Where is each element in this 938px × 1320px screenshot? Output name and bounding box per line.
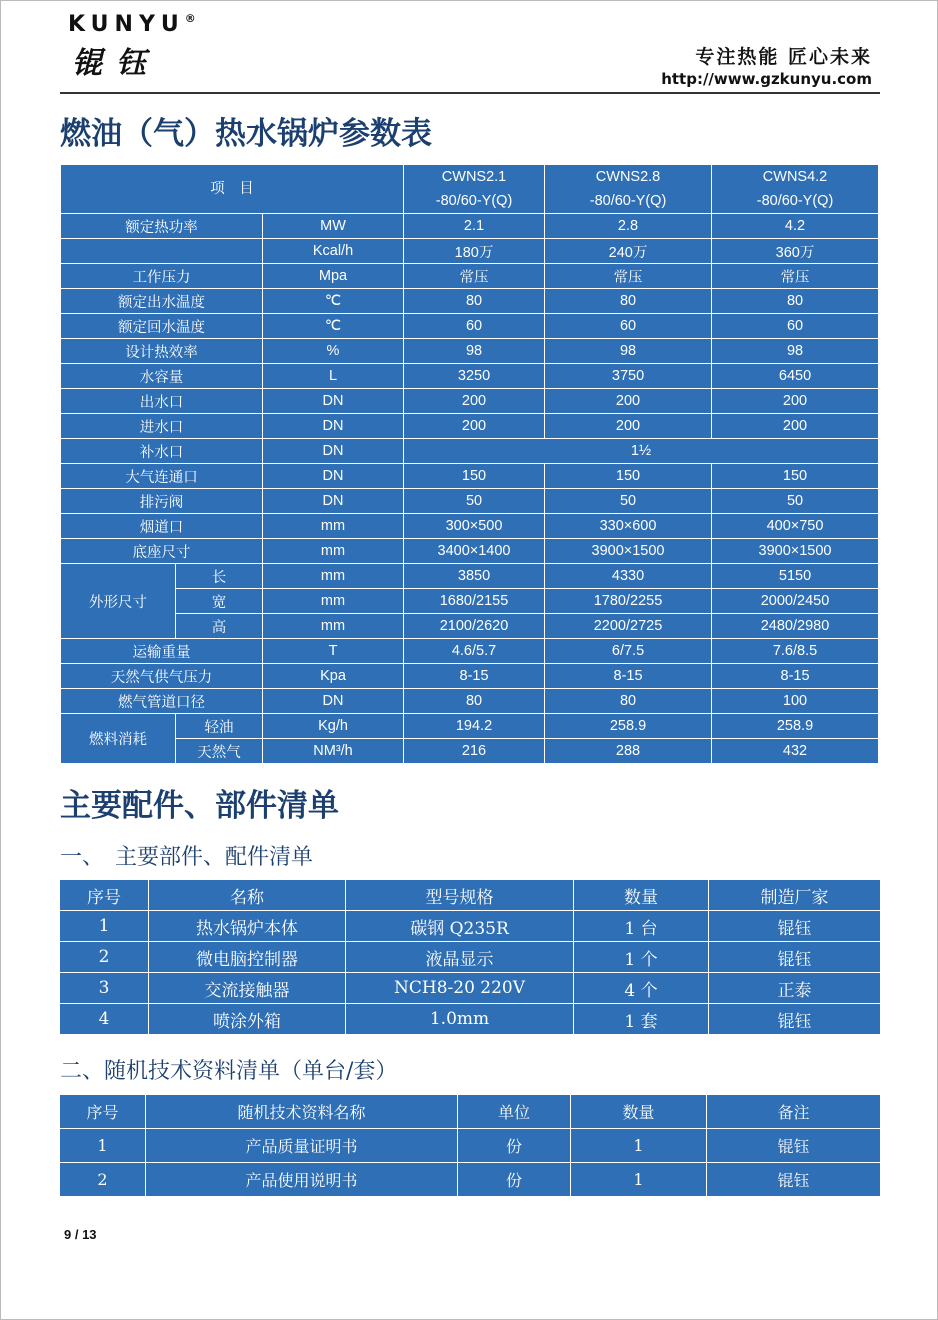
table-cell: 份 [458,1163,571,1197]
spec-row [61,689,879,714]
spec-value: 60 [712,314,879,339]
spec-unit: mm [263,564,404,589]
brand-logo-en: KUNYU® [68,12,196,37]
parts-table [59,879,881,1035]
spec-value: 6450 [712,364,879,389]
spec-section-title: 燃油（气）热水锅炉参数表 [60,116,432,152]
spec-row [61,339,879,364]
spec-row [61,364,879,389]
spec-value: 98 [404,339,545,364]
spec-row [61,589,879,614]
table-cell: 正泰 [709,973,881,1004]
column-header: 序号 [60,1095,146,1129]
spec-value: 常压 [712,264,879,289]
spec-value: 50 [545,489,712,514]
spec-row [61,414,879,439]
spec-param-label: 额定回水温度 [61,314,263,339]
spec-value: 1½ [404,439,879,464]
spec-value: 1780/2255 [545,589,712,614]
spec-row [61,289,879,314]
spec-value: 1680/2155 [404,589,545,614]
spec-value: 8-15 [404,664,545,689]
table-header-row [60,1095,881,1129]
spec-value: 360万 [712,239,879,264]
spec-value: 3750 [545,364,712,389]
spec-unit: mm [263,514,404,539]
spec-row [61,739,879,764]
spec-unit: DN [263,439,404,464]
spec-param-label-empty [61,239,263,264]
table-row [60,1129,881,1163]
spec-model-header [712,165,879,214]
spec-value: 60 [404,314,545,339]
spec-value: 2200/2725 [545,614,712,639]
spec-row [61,714,879,739]
model-line: CWNS2.8 [595,169,661,185]
spec-value: 4330 [545,564,712,589]
spec-sub-label: 长 [176,564,263,589]
spec-value: 50 [404,489,545,514]
table-cell: 份 [458,1129,571,1163]
column-header: 序号 [60,880,149,911]
spec-value: 常压 [404,264,545,289]
spec-sub-label: 宽 [176,589,263,614]
spec-value: 200 [712,414,879,439]
table-row [60,1163,881,1197]
brand-logo-cn: 锟钰 [72,46,160,81]
spec-row [61,464,879,489]
table-cell: 热水锅炉本体 [149,911,346,942]
spec-value: 400×750 [712,514,879,539]
spec-value: 2100/2620 [404,614,545,639]
spec-model-header [545,165,712,214]
table-cell: 碳钢 Q235R [346,911,574,942]
spec-value: 3400×1400 [404,539,545,564]
spec-value: 300×500 [404,514,545,539]
column-header: 制造厂家 [709,880,881,911]
spec-value: 80 [545,689,712,714]
table-row [60,973,881,1004]
docs-subtitle: 二、随机技术资料清单（单台/套） [60,1059,398,1084]
table-cell: 液晶显示 [346,942,574,973]
spec-value: 4.2 [712,214,879,239]
spec-param-label: 燃气管道口径 [61,689,263,714]
spec-param-label: 额定出水温度 [61,289,263,314]
table-cell: 3 [60,973,149,1004]
spec-unit: DN [263,389,404,414]
table-cell: 锟钰 [707,1163,881,1197]
spec-table [60,164,879,764]
table-row [60,911,881,942]
table-cell: 1 个 [574,942,709,973]
spec-unit: Kpa [263,664,404,689]
spec-value: 330×600 [545,514,712,539]
spec-row [61,439,879,464]
spec-unit: L [263,364,404,389]
spec-param-label: 运输重量 [61,639,263,664]
spec-unit: mm [263,589,404,614]
spec-value: 7.6/8.5 [712,639,879,664]
spec-param-label: 出水口 [61,389,263,414]
spec-param-label: 额定热功率 [61,214,263,239]
spec-unit: T [263,639,404,664]
table-header-row [60,880,881,911]
spec-value: 200 [404,414,545,439]
column-header: 型号规格 [346,880,574,911]
spec-sub-label: 高 [176,614,263,639]
table-row [60,1004,881,1035]
spec-row [61,239,879,264]
docs-table [59,1094,881,1197]
table-row [60,942,881,973]
spec-value: 288 [545,739,712,764]
table-cell: 1 套 [574,1004,709,1035]
spec-value: 200 [545,414,712,439]
spec-unit: Kcal/h [263,239,404,264]
spec-value: 2480/2980 [712,614,879,639]
spec-value: 80 [404,689,545,714]
spec-sub-label: 天然气 [176,739,263,764]
spec-unit: MW [263,214,404,239]
spec-group-label: 外形尺寸 [61,564,176,639]
spec-value: 3900×1500 [712,539,879,564]
model-line: -80/60-Y(Q) [589,193,667,209]
spec-group-label: 燃料消耗 [61,714,176,764]
spec-row [61,214,879,239]
table-cell: 1 [571,1163,707,1197]
spec-value: 8-15 [545,664,712,689]
spec-unit: Kg/h [263,714,404,739]
spec-value: 180万 [404,239,545,264]
spec-value: 常压 [545,264,712,289]
table-cell: 4 [60,1004,149,1035]
spec-row [61,539,879,564]
spec-unit: DN [263,414,404,439]
spec-value: 80 [404,289,545,314]
model-line: -80/60-Y(Q) [435,193,513,209]
spec-param-label: 大气连通口 [61,464,263,489]
table-cell: 锟钰 [709,1004,881,1035]
spec-row [61,664,879,689]
spec-value: 2000/2450 [712,589,879,614]
table-cell: 交流接触器 [149,973,346,1004]
table-cell: 产品质量证明书 [146,1129,458,1163]
spec-param-label: 烟道口 [61,514,263,539]
spec-value: 258.9 [712,714,879,739]
spec-value: 8-15 [712,664,879,689]
spec-value: 150 [712,464,879,489]
spec-unit: DN [263,489,404,514]
table-cell: 4 个 [574,973,709,1004]
spec-param-label: 底座尺寸 [61,539,263,564]
spec-param-label: 补水口 [61,439,263,464]
spec-row [61,489,879,514]
column-header: 随机技术资料名称 [146,1095,458,1129]
spec-sub-label: 轻油 [176,714,263,739]
spec-item-header: 项 目 [61,165,404,214]
spec-unit: mm [263,614,404,639]
table-cell: 锟钰 [709,942,881,973]
spec-value: 150 [545,464,712,489]
spec-value: 200 [712,389,879,414]
column-header: 数量 [571,1095,707,1129]
column-header: 单位 [458,1095,571,1129]
column-header: 数量 [574,880,709,911]
spec-param-label: 工作压力 [61,264,263,289]
parts-subtitle: 一、 主要部件、配件清单 [60,845,314,870]
spec-value: 98 [712,339,879,364]
spec-value: 2.8 [545,214,712,239]
spec-row [61,614,879,639]
website-url: http://www.gzkunyu.com [661,70,872,88]
table-cell: NCH8-20 220V [346,973,574,1004]
spec-unit: mm [263,539,404,564]
spec-row [61,514,879,539]
table-cell: 锟钰 [709,911,881,942]
column-header: 名称 [149,880,346,911]
spec-value: 4.6/5.7 [404,639,545,664]
column-header: 备注 [707,1095,881,1129]
spec-value: 216 [404,739,545,764]
spec-value: 60 [545,314,712,339]
spec-param-label: 设计热效率 [61,339,263,364]
spec-unit: NM³/h [263,739,404,764]
spec-value: 50 [712,489,879,514]
spec-unit: % [263,339,404,364]
spec-value: 6/7.5 [545,639,712,664]
spec-value: 432 [712,739,879,764]
spec-value: 3250 [404,364,545,389]
spec-unit: DN [263,464,404,489]
model-line: -80/60-Y(Q) [756,193,834,209]
spec-model-header [404,165,545,214]
table-cell: 喷涂外箱 [149,1004,346,1035]
spec-value: 3900×1500 [545,539,712,564]
spec-value: 98 [545,339,712,364]
spec-value: 80 [712,289,879,314]
spec-param-label: 水容量 [61,364,263,389]
table-cell: 1 [60,1129,146,1163]
model-line: CWNS2.1 [441,169,507,185]
spec-value: 194.2 [404,714,545,739]
spec-value: 150 [404,464,545,489]
slogan: 专注热能 匠心未来 [695,46,872,68]
table-cell: 1 [571,1129,707,1163]
table-cell: 产品使用说明书 [146,1163,458,1197]
spec-unit: ℃ [263,289,404,314]
spec-value: 2.1 [404,214,545,239]
table-cell: 2 [60,942,149,973]
spec-row [61,314,879,339]
spec-param-label: 天然气供气压力 [61,664,263,689]
spec-value: 200 [545,389,712,414]
spec-unit: ℃ [263,314,404,339]
table-cell: 2 [60,1163,146,1197]
table-cell: 1 [60,911,149,942]
table-cell: 锟钰 [707,1129,881,1163]
spec-row [61,564,879,589]
spec-row [61,389,879,414]
spec-unit: Mpa [263,264,404,289]
parts-section-title: 主要配件、部件清单 [60,788,339,824]
spec-unit: DN [263,689,404,714]
table-cell: 微电脑控制器 [149,942,346,973]
spec-header-row [61,165,879,214]
spec-row [61,264,879,289]
spec-value: 100 [712,689,879,714]
spec-value: 258.9 [545,714,712,739]
spec-row [61,639,879,664]
spec-value: 200 [404,389,545,414]
page-header [60,8,880,94]
spec-value: 3850 [404,564,545,589]
spec-param-label: 排污阀 [61,489,263,514]
table-cell: 1.0mm [346,1004,574,1035]
table-cell: 1 台 [574,911,709,942]
spec-value: 80 [545,289,712,314]
registered-mark: ® [184,12,196,25]
spec-value: 240万 [545,239,712,264]
spec-value: 5150 [712,564,879,589]
model-line: CWNS4.2 [762,169,828,185]
page-number: 9 / 13 [64,1227,97,1242]
spec-param-label: 进水口 [61,414,263,439]
